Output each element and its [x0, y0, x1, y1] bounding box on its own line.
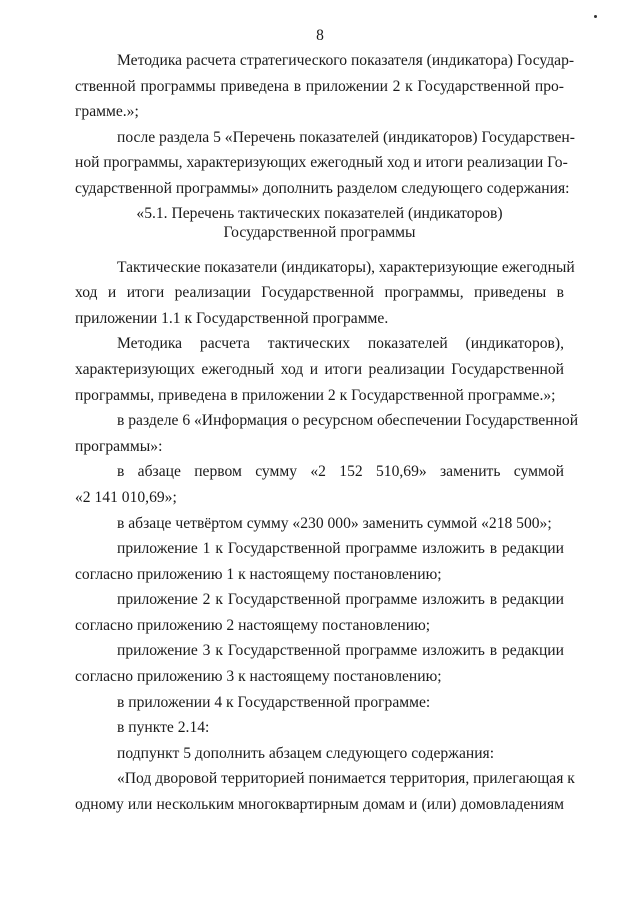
- text-line: согласно приложению 2 настоящему постановлению;: [75, 616, 431, 634]
- text-line: в пункте 2.14:: [117, 719, 210, 737]
- text-line: подпункт 5 дополнить абзацем следующего содержания:: [117, 744, 495, 762]
- page-number: 8: [316, 27, 324, 44]
- text-line: сударственной программы» дополнить разделом следующего содержания:: [75, 179, 570, 197]
- document-body: [75, 48, 579, 818]
- text-line: согласно приложению 1 к настоящему постановлению;: [75, 565, 442, 583]
- text-line: Методика расчета стратегического показателя (индикатора) Государ-: [117, 52, 575, 69]
- text-line: «2 141 010,69»;: [75, 488, 177, 506]
- text-line: в абзаце четвёртом сумму «230 000» заменить суммой «218 500»;: [117, 514, 552, 532]
- text-line: приложение 3 к Государственной программе изложить в редакции: [117, 642, 564, 660]
- text-line: Тактические показатели (индикаторы), характеризующие ежегодный: [117, 258, 575, 276]
- text-line: программы»:: [75, 437, 163, 455]
- text-line: характеризующих ежегодный ход и итоги реализации Государственной: [75, 360, 564, 378]
- scan-speck: [594, 15, 597, 18]
- text-line: приложение 1 к Государственной программе изложить в редакции: [117, 540, 564, 558]
- text-line: в приложении 4 к Государственной программе:: [117, 693, 431, 711]
- text-line: в разделе 6 «Информация о ресурсном обеспечении Государственной: [117, 412, 579, 430]
- text-line: Методика расчета тактических показателей (индикаторов),: [117, 335, 564, 353]
- section-heading: «5.1. Перечень тактических показателей (индикаторов): [136, 204, 503, 222]
- text-line: одному или нескольким многоквартирным домам и (или) домовладениям: [75, 796, 564, 814]
- section-heading: Государственной программы: [223, 223, 416, 241]
- text-line: «Под дворовой территорией понимается территория, прилегающая к: [117, 770, 575, 788]
- text-line: грамме.»;: [75, 103, 139, 121]
- text-line: согласно приложению 3 к настоящему постановлению;: [75, 668, 442, 686]
- text-line: приложении 1.1 к Государственной программе.: [75, 309, 389, 327]
- text-line: ственной программы приведена в приложении 2 к Государственной про-: [75, 77, 564, 95]
- text-line: программы, приведена в приложении 2 к Государственной программе.»;: [75, 386, 556, 404]
- text-line: после раздела 5 «Перечень показателей (индикаторов) Государствен-: [117, 128, 575, 146]
- text-line: ход и итоги реализации Государственной программы, приведены в: [75, 284, 564, 302]
- text-line: ной программы, характеризующих ежегодный ход и итоги реализации Го-: [75, 154, 568, 172]
- text-line: в абзаце первом сумму «2 152 510,69» заменить суммой: [117, 463, 564, 481]
- text-line: приложение 2 к Государственной программе изложить в редакции: [117, 591, 564, 609]
